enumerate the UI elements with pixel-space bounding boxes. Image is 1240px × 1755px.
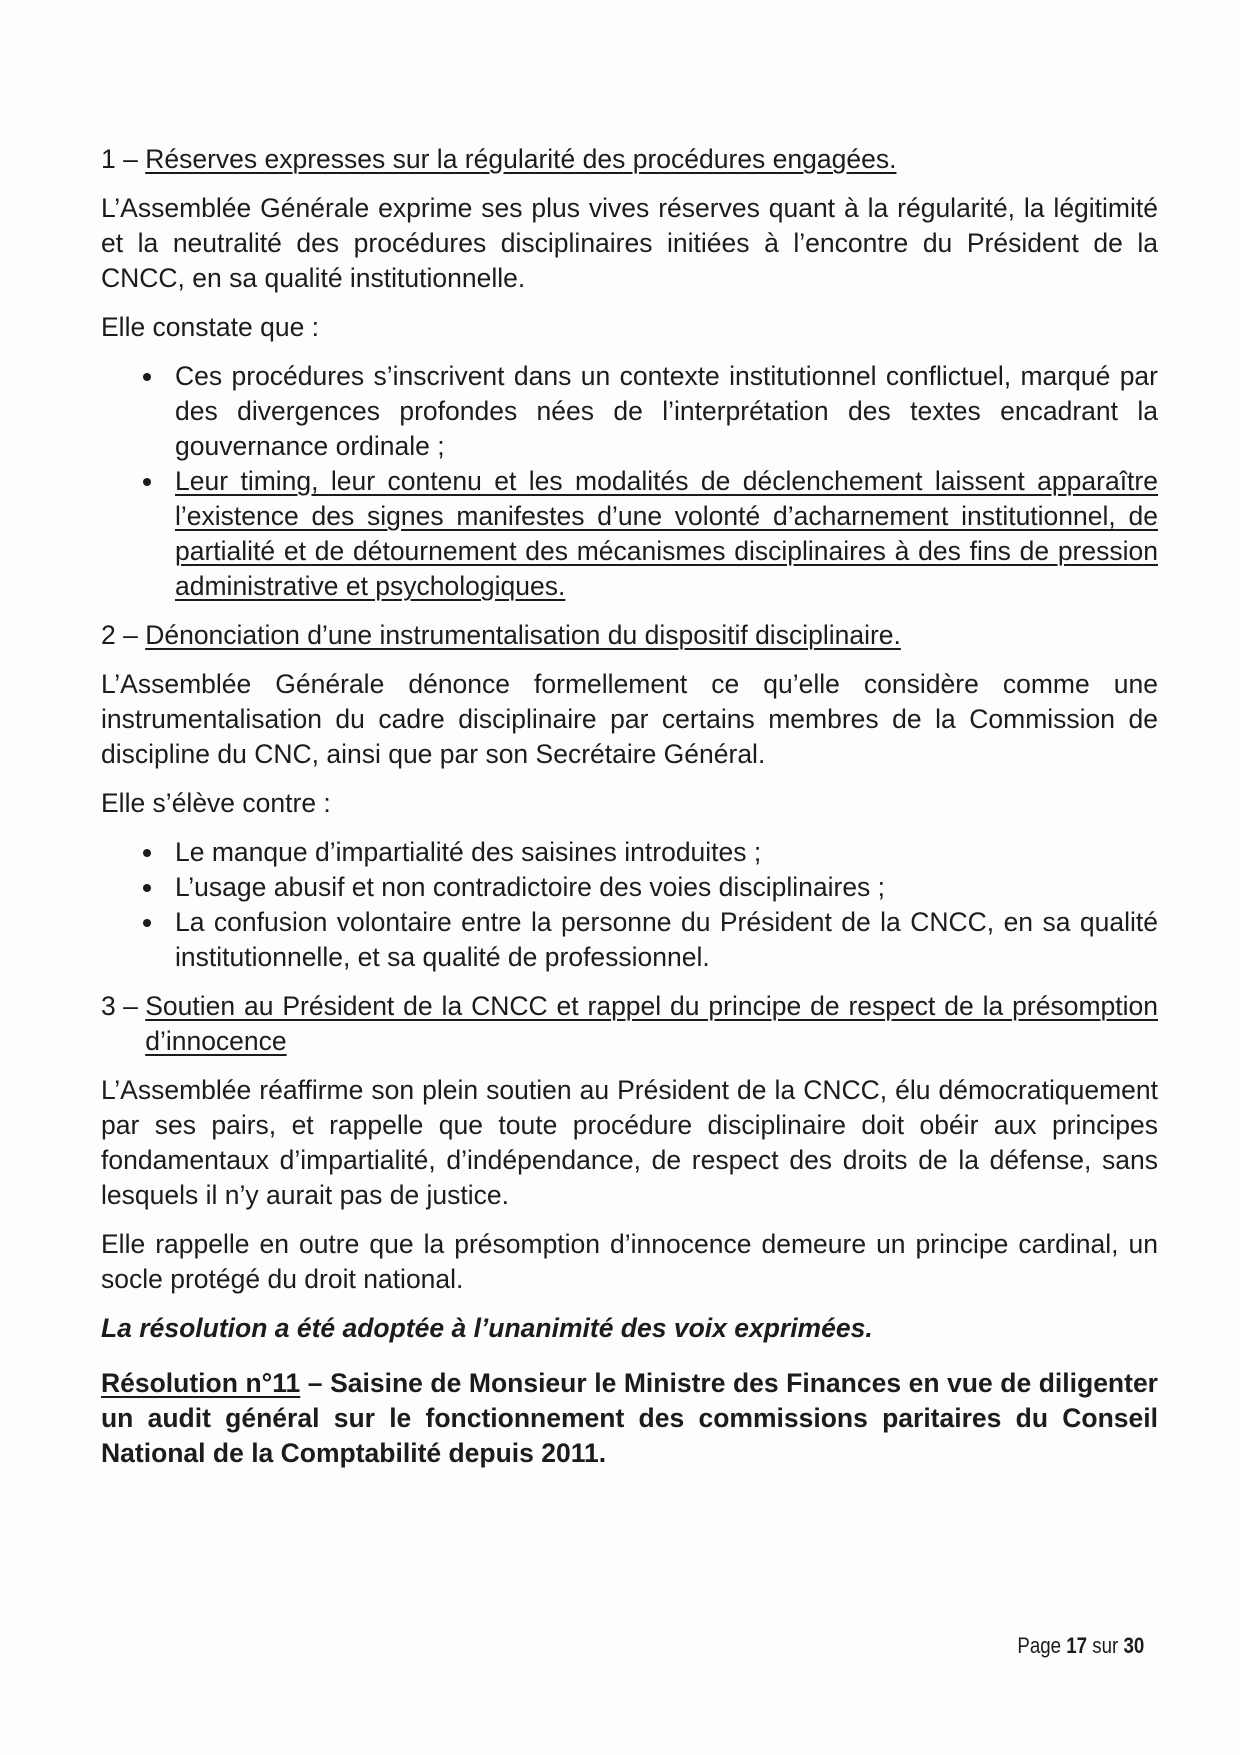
page-prefix: Page xyxy=(1017,1633,1066,1658)
section-3-heading xyxy=(101,989,1158,1059)
resolution-11-title: Saisine de Monsieur le Ministre des Finances en vue de diligenter un audit général sur le fonctionnement des commissions paritaires du Conseil National de la Comptabilité depuis 2011. xyxy=(101,1368,1158,1468)
section-1-bullet-list xyxy=(101,359,1158,604)
section-2-bullet-2: L’usage abusif et non contradictoire des voies disciplinaires ; xyxy=(141,870,1158,905)
resolution-11-heading xyxy=(101,1366,1158,1471)
section-2-bullet-3: La confusion volontaire entre la personne du Président de la CNCC, en sa qualité institutionnelle, et sa qualité de professionnel. xyxy=(141,905,1158,975)
page-current: 17 xyxy=(1065,1633,1087,1658)
resolution-11-separator: – xyxy=(300,1368,331,1398)
section-2-intro: Elle s’élève contre : xyxy=(101,788,331,818)
page-number-footer xyxy=(1017,1628,1144,1663)
section-2-paragraph: L’Assemblée Générale dénonce formellement ce qu’elle considère comme une instrumentalisation du cadre disciplinaire par certains membres de la Commission de discipline du CNC, ainsi que par son Secrétaire Général. xyxy=(101,669,1158,769)
section-2-bullet-1: Le manque d’impartialité des saisines introduites ; xyxy=(141,835,1158,870)
resolution-adopted-statement: La résolution a été adoptée à l’unanimité des voix exprimées. xyxy=(101,1313,873,1343)
section-2-number: 2 – xyxy=(101,620,146,650)
section-1-title: Réserves expresses sur la régularité des procédures engagées. xyxy=(145,144,897,174)
section-2-heading xyxy=(101,618,1158,653)
section-2-title: Dénonciation d’une instrumentalisation du dispositif disciplinaire. xyxy=(145,620,901,650)
section-1-intro: Elle constate que : xyxy=(101,312,320,342)
section-1-paragraph: L’Assemblée Générale exprime ses plus vives réserves quant à la régularité, la légitimité et la neutralité des procédures disciplinaires initiées à l’encontre du Président de la CNCC, en sa qualité institutionnelle. xyxy=(101,193,1158,293)
section-3-title: Soutien au Président de la CNCC et rappel du principe de respect de la présomption d’innocence xyxy=(145,991,1158,1056)
page-middle: sur xyxy=(1086,1633,1124,1658)
section-3-paragraph-1: L’Assemblée réaffirme son plein soutien au Président de la CNCC, élu démocratiquement par ses pairs, et rappelle que toute procédure disciplinaire doit obéir aux principes fondamentaux d’impartialité, d’indépendance, de respect des droits de la défense, sans lesquels il n’y aurait pas de justice. xyxy=(101,1075,1158,1210)
section-1-bullet-1: Ces procédures s’inscrivent dans un contexte institutionnel conflictuel, marqué par des divergences profondes nées de l’interprétation des textes encadrant la gouvernance ordinale ; xyxy=(141,359,1158,464)
page-total: 30 xyxy=(1123,1633,1144,1658)
section-2-bullet-list xyxy=(101,835,1158,975)
section-1-heading xyxy=(101,142,1158,177)
section-3-number: 3 – xyxy=(101,991,146,1021)
section-3-paragraph-2: Elle rappelle en outre que la présomption d’innocence demeure un principe cardinal, un socle protégé du droit national. xyxy=(101,1229,1158,1294)
section-1-bullet-2: Leur timing, leur contenu et les modalités de déclenchement laissent apparaître l’existence des signes manifestes d’une volonté d’acharnement institutionnel, de partialité et de détournement des mécanismes disciplinaires à des fins de pression administrative et psychologiques. xyxy=(141,464,1158,604)
section-1-number: 1 – xyxy=(101,144,146,174)
resolution-11-label: Résolution n°11 xyxy=(101,1368,301,1398)
